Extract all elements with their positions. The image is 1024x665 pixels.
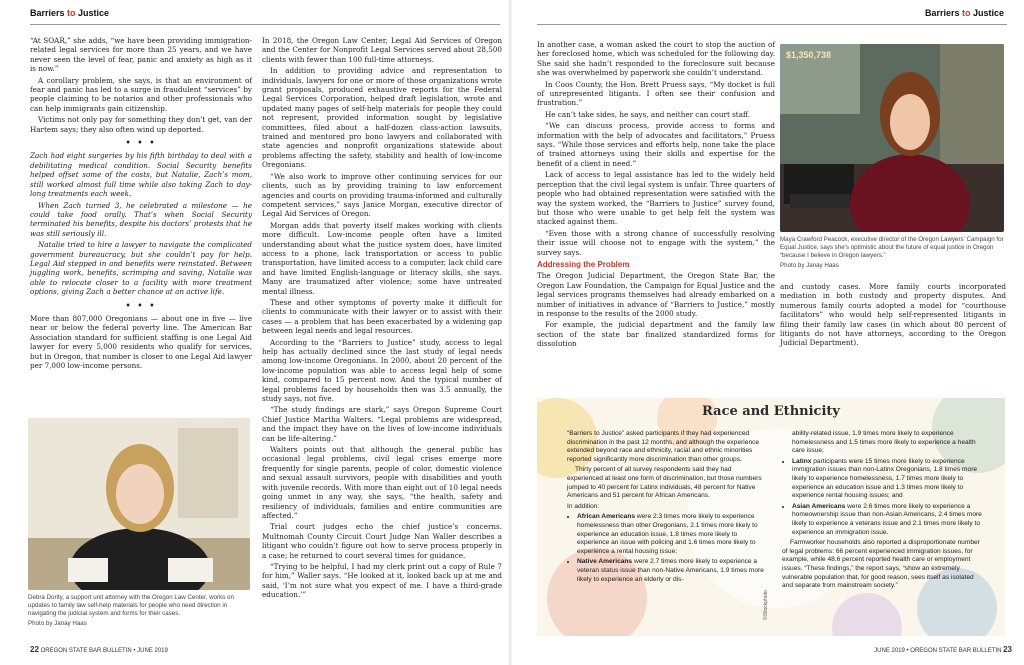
paragraph: Lack of access to legal assistance has led to the widely held perception that the civil legal system is unfair. Three quarters of people who had obtained representation were satisfied with the way the system worked, the “Barriers to Justice” survey found, but those who were unable to get help felt the system was stacked against them. xyxy=(537,170,775,227)
left-footer xyxy=(30,645,168,654)
side-photo-credit: ©iStockphoto xyxy=(763,590,769,620)
paragraph: and custody cases. More family courts incorporated mediation in both custody and property disputes. And numerous family courts adopted a model for “courthouse facilitators” who would help self-represented litigants in filing their family law cases (in which about 80 percent of litigants do not have attorneys, according to the Oregon Judicial Department). xyxy=(780,282,1006,348)
photo-credit: Photo by Janay Haas xyxy=(28,620,87,627)
right-footer xyxy=(874,645,1012,654)
sidebar-paragraph: ability-related issue, 1.9 times more likely to experience homelessness and 1.5 times more likely to experience a health care issue; xyxy=(792,430,976,455)
left-header-rule xyxy=(30,24,500,25)
paragraph: Walters points out that although the general public has occasional legal problems, civil legal crises emerge more frequently for single parents, people of color, domestic violence and sexual assault survivors, people with disabilities and youth with juvenile records. With more than eight out of 10 legal needs going unmet in any way, she says, “the health, safety and resiliency of individuals, families and entire communities are affected.” xyxy=(262,445,502,520)
caption-text: Debra Dority, a support unit attorney with the Oregon Law Center, works on updates to family law self-help materials for people who need direction in navigating the judicial system and forms for their cases. xyxy=(28,594,234,617)
paragraph: For example, the judicial department and the family law section of the state bar finalized standardized forms for dissolution xyxy=(537,320,775,349)
paragraph: These and other symptoms of poverty make it difficult for clients to communicate with their lawyer or to assist with their cases — a problem that has been exacerbated by a widening gap between legal needs and legal resources. xyxy=(262,297,502,336)
paragraph: Morgan adds that poverty itself makes working with clients more difficult. Low-income people often have a limited understanding about what the justice system does, have limited access to a phone, lack transportation or access to public transportation, have limited access to a computer, lack child care and have limited English-language or literacy skills, she says. Many are traumatized after violence; some have untreated mental illness. xyxy=(262,220,502,296)
donation-sign: $1,350,738 xyxy=(786,50,832,60)
section-divider: • • • xyxy=(125,299,157,310)
left-photo-caption xyxy=(28,594,250,628)
right-column-1 xyxy=(537,40,775,351)
paragraph: In 2018, the Oregon Law Center, Legal Aid Services of Oregon and the Center for Nonprofit Legal Services served about 28,500 clients with fewer than 100 full-time attorneys. xyxy=(262,36,502,64)
debra-dority-photo xyxy=(28,418,250,590)
italic-paragraph: When Zach turned 3, he celebrated a milestone — he could take food orally. That’s when Social Security terminated his benefits, despite his doctors’ protests that he was still seriously ill. xyxy=(30,200,252,238)
sidebar-paragraph: Thirty percent of all survey respondents said they had experienced at least one form of discrimination, but those numbers jumped to 40 percent for Latinx individuals, 48 percent for Native Americans and 51 percent for African Americans. xyxy=(567,466,762,500)
bullet-item: • Native Americans were 2.7 times more likely to experience a veteran status issue than non-Native Americans, 1.9 times more likely to experience an elderly or dis- xyxy=(577,558,767,584)
italic-paragraph: Natalie tried to hire a lawyer to navigate the complicated government bureaucracy, but she couldn’t pay for help. Legal Aid stepped in and benefits were reinstated. Between juggling work, benefits, scrimping and saving, Natalie was able to relocate closer to a facility with more treatment options, giving Zach a better chance at an active life. xyxy=(30,240,252,297)
bullet-item: • African Americans were 2.3 times more likely to experience homelessness than other Oregonians, 2.1 times more likely to experience an education issue, 1.8 times more likely to experience an issue with policing and 1.6 times more likely to experience a rental housing issue; xyxy=(577,513,767,556)
bullet-item: • Asian Americans were 2.6 times more likely to experience a homeownership issue than non-Asian Americans, 2.4 times more likely to experience a veterans issue and 2.1 times more likely to experience an immigration issue. xyxy=(792,503,982,537)
photo-credit: Photo by Janay Haas xyxy=(780,262,839,269)
section-subhead: Addressing the Problem xyxy=(537,259,630,269)
person-illustration xyxy=(28,418,250,590)
page-number: 23 xyxy=(1003,645,1012,654)
footer-text: JUNE 2019 • OREGON STATE BAR BULLETIN xyxy=(874,648,1002,654)
paragraph: In another case, a woman asked the court to stop the auction of her foreclosed home, which was scheduled for the following day. She said she hadn’t responded to the foreclosure suit because she was overwhelmed by paperwork she couldn’t understand. xyxy=(537,40,775,78)
right-running-header: Barriers to Justice xyxy=(924,8,1004,18)
paragraph: In addition to providing advice and representation to individuals, lawyers for one or more of those organizations wrote grant proposals, produced exhaustive reports for the Federal Legal Services Corporation, helped draft legislation, wrote and updated many pages of self-help materials for people they could not represent, provided information sought by legislative committees, filed about a half-dozen class-action lawsuits, trained and mentored pro bono lawyers and collaborated with state agencies and nonprofit organizations statewide about problems affecting the safety, stability and health of low-income Oregonians. xyxy=(262,66,502,170)
paragraph: In Coos County, the Hon. Brett Pruess says, “My docket is full of unrepresented litigants. I often see their confusion and frustration.” xyxy=(537,79,775,108)
paragraph: According to the “Barriers to Justice” study, access to legal help has actually declined since the last study of legal needs among low-income Oregonians. In 2000, about 20 percent of the low-income population was able to access legal help of some kind, compared to 15 percent now. And the typical number of legal problems faced by households then was 3.5 annually, the study says, not five. xyxy=(262,337,502,404)
left-running-header: Barriers to Justice xyxy=(30,8,110,18)
bullet-list xyxy=(782,458,982,537)
paragraph: “We also work to improve other continuing services for our clients, such as by providing training to law enforcement agencies and courts on providing trauma-informed and culturally competent services,” says Janice Morgan, executive director of Legal Aid Services of Oregon. xyxy=(262,171,502,219)
office-scene-illustration xyxy=(780,44,1004,232)
sidebar-paragraph: Farmworker households also reported a disproportionate number of legal problems: 66 percent experienced immigration issues, for example, while 48.6 percent reported health care or employment issues. “These findings,” the report says, “show an extremely vulnerable population that, for good reason, sees itself as isolated and separate from mainstream society.” xyxy=(782,539,980,590)
italic-paragraph: Zach had eight surgeries by his fifth birthday to deal with a debilitating medical condition. Social Security benefits helped offset some of the costs, but Natalie, Zach’s mom, still worked almost full time while also taking Zach to day-long treatments each week. xyxy=(30,151,252,199)
section-divider: • • • xyxy=(125,137,157,148)
sidebar-paragraph: In addition: xyxy=(567,502,600,510)
right-column-2 xyxy=(780,282,1006,350)
paragraph: More than 807,000 Oregonians — about one in five — live near or below the federal poverty line. The American Bar Association standard for sufficient staffing is one Legal Aid lawyer for every 5,000 residents who qualify for services, but in Oregon, that number is closer to one Legal Aid lawyer per 7,000 low-income persons. xyxy=(30,313,252,370)
left-column-1 xyxy=(30,36,252,372)
maya-crawford-peacock-photo xyxy=(780,44,1004,232)
paragraph: “We can discuss process, provide access to forms and information with the help of advocates and facilitators,” Pruess says. “While those services and efforts help, none take the place of trained attorneys using their skills and expertise for the benefit of a client in need.” xyxy=(537,121,775,168)
paragraph: Victims not only pay for something they don’t get, van der Hartem says; they also often wind up deported. xyxy=(30,115,252,134)
footer-text: OREGON STATE BAR BULLETIN • JUNE 2019 xyxy=(40,648,168,654)
paragraph: Trial court judges echo the chief justice’s concerns. Multnomah County Circuit Court Judge Nan Waller describes a litigant who couldn’t figure out how to serve process properly in a case; he returned to court several times for guidance. xyxy=(262,522,502,560)
caption-text: Maya Crawford Peacock, executive director of the Oregon Lawyers’ Campaign for Equal Justice, says she’s optimistic about the future of equal justice in Oregon “because I believe in Oregon lawyers.” xyxy=(780,236,1004,259)
paragraph: “Trying to be helpful, I had my clerk print out a copy of Rule 7 for him,” Waller says. “He looked at it, looked back up at me and said, ‘I’m not sure what you expect of me. I have a third-grade education.’” xyxy=(262,561,502,600)
race-ethnicity-sidebar xyxy=(537,398,1005,636)
page-number: 22 xyxy=(30,645,39,654)
paragraph: He can’t take sides, he says, and neither can court staff. xyxy=(545,109,751,119)
sidebar-title: Race and Ethnicity xyxy=(702,404,840,419)
right-photo-caption xyxy=(780,236,1006,270)
left-page xyxy=(0,0,510,665)
sidebar-column-right xyxy=(782,430,982,593)
paragraph: “At SOAR,” she adds, “we have been providing immigration-related legal services for more than 25 years, and we have never seen the level of fear, panic and anxiety as high as it is now.” xyxy=(30,36,252,74)
right-header-rule xyxy=(537,24,1007,25)
paragraph: The Oregon Judicial Department, the Oregon State Bar, the Oregon Law Foundation, the Campaign for Equal Justice and the legal services programs themselves had already embarked on a number of initiatives in advance of “Barriers to Justice,” mostly in response to the results of the 2000 study. xyxy=(537,271,775,318)
paragraph: “Even those with a strong chance of successfully resolving their issue will choose not to engage with the system,” the survey says. xyxy=(537,228,775,257)
bullet-item: • Latinx participants were 15 times more likely to experience immigration issues than non-Latinx Oregonians, 1.8 times more likely to experience homelessness, 1.7 times more likely to experience an education issue and 1.3 times more likely to experience rental housing issues; and xyxy=(792,458,982,501)
sidebar-column-left xyxy=(567,430,767,586)
left-column-2 xyxy=(262,36,502,602)
sidebar-paragraph: “Barriers to Justice” asked participants if they had experienced discrimination in the past 12 months, and although the experience extended beyond race and ethnicity, racial and ethnic minorities reported significantly more discrimination than other groups. xyxy=(567,430,760,463)
paragraph: A corollary problem, she says, is that an environment of fear and panic has led to a surge in fraudulent “services” by people claiming to be notarios and other professionals who can help immigrants gain citizenship. xyxy=(30,75,252,113)
bullet-list xyxy=(567,513,767,584)
paragraph: “The study findings are stark,” says Oregon Supreme Court Chief Justice Martha Walters. “Legal problems are widespread, and the impact they have on the lives of low-income individuals can be life-altering.” xyxy=(262,405,502,443)
